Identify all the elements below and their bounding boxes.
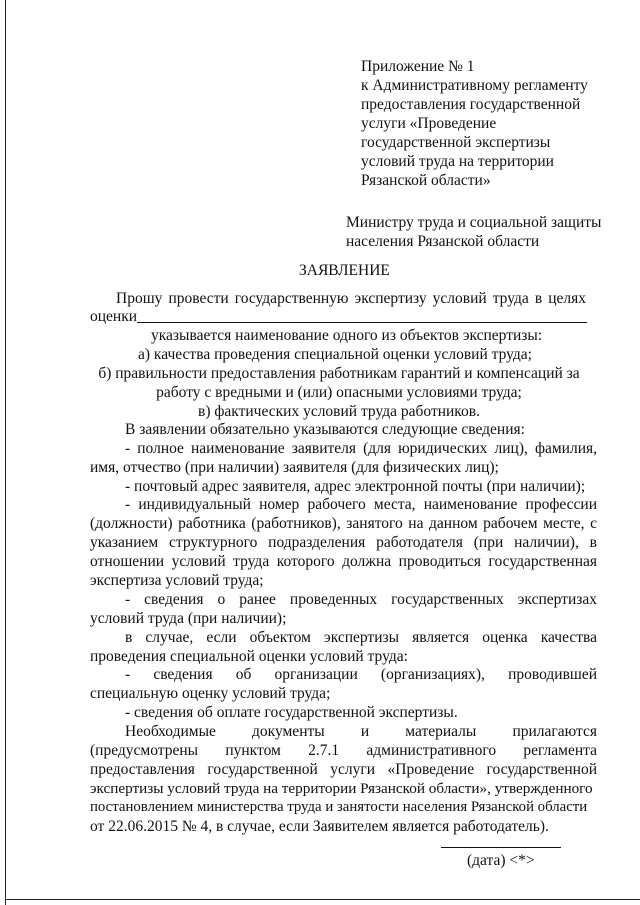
document-title: ЗАЯВЛЕНИЕ [299, 262, 390, 279]
item5-line1: в случае, если объектом экспертизы является оценка качества [125, 629, 597, 646]
date-label: (дата) <*> [467, 852, 535, 869]
item3-line1: - индивидуальный номер рабочего места, наименование профессии [125, 496, 597, 513]
option-b-line2: работу с вредными и (или) опасными условиями труда; [156, 384, 522, 401]
addressee-line: Министру труда и социальной защиты [346, 214, 602, 231]
item3-line2: (должности) работника (работников), занятого на данном рабочем месте, с [90, 515, 597, 532]
appendix-line: к Административному регламенту [361, 77, 588, 94]
option-c: в) фактических условий труда работников. [198, 403, 480, 420]
docs-line2: (предусмотрены пунктом 2.7.1 административного регламента [90, 742, 597, 759]
addressee-line: населения Рязанской области [346, 233, 540, 250]
request-line-2: оценки [90, 308, 138, 325]
appendix-line: предоставления государственной [361, 96, 581, 113]
item3-line5: экспертиза условий труда; [90, 572, 264, 589]
docs-line5: постановлением министерства труда и занятости населения Рязанской области [90, 799, 588, 815]
appendix-line: условий труда на территории [361, 153, 554, 170]
item1-line2: имя, отчество (при наличии) заявителя (для физических лиц); [90, 459, 499, 476]
item6-line1: - сведения об организации (организациях), проводившей [125, 666, 597, 683]
date-underline [441, 847, 561, 848]
scan-border-left [5, 0, 6, 905]
item5-line2: проведения специальной оценки условий труда: [90, 648, 408, 665]
appendix-line: Рязанской области» [361, 172, 491, 189]
item3-line3: указанием структурного подразделения работодателя (при наличии), в [90, 534, 597, 551]
docs-line3: предоставления государственной услуги «Проведение государственной [90, 761, 597, 778]
appendix-line: услуги «Проведение [361, 115, 497, 132]
info-intro: В заявлении обязательно указываются следующие сведения: [125, 421, 525, 438]
item3-line4: отношении условий труда которого должна проводиться государственная [90, 553, 597, 570]
option-b-line1: б) правильности предоставления работникам гарантий и компенсаций за [98, 365, 580, 382]
option-a: а) качества проведения специальной оценки условий труда; [138, 346, 532, 363]
scan-border-bottom [5, 899, 640, 900]
request-underline [137, 322, 587, 323]
appendix-line: Приложение № 1 [361, 58, 475, 75]
hint-text: указывается наименование одного из объектов экспертизы: [151, 327, 543, 344]
docs-line1: Необходимые документы и материалы прилагаются [125, 723, 597, 740]
docs-line6: от 22.06.2015 № 4, в случае, если Заявителем является работодатель). [90, 818, 549, 835]
item6-line2: специальную оценку условий труда; [90, 685, 331, 702]
appendix-line: государственной экспертизы [361, 134, 551, 151]
item4-line2: условий труда (при наличии); [90, 610, 287, 627]
item2: - почтовый адрес заявителя, адрес электронной почты (при наличии); [125, 478, 586, 495]
docs-line4: экспертизы условий труда на территории Рязанской области», утвержденного [90, 780, 593, 797]
item7: - сведения об оплате государственной экспертизы. [125, 704, 458, 721]
item4-line1: - сведения о ранее проведенных государственных экспертизах [125, 591, 597, 608]
item1-line1: - полное наименование заявителя (для юридических лиц), фамилия, [125, 440, 597, 457]
request-line: Прошу провести государственную экспертизу условий труда в целях [116, 290, 586, 307]
